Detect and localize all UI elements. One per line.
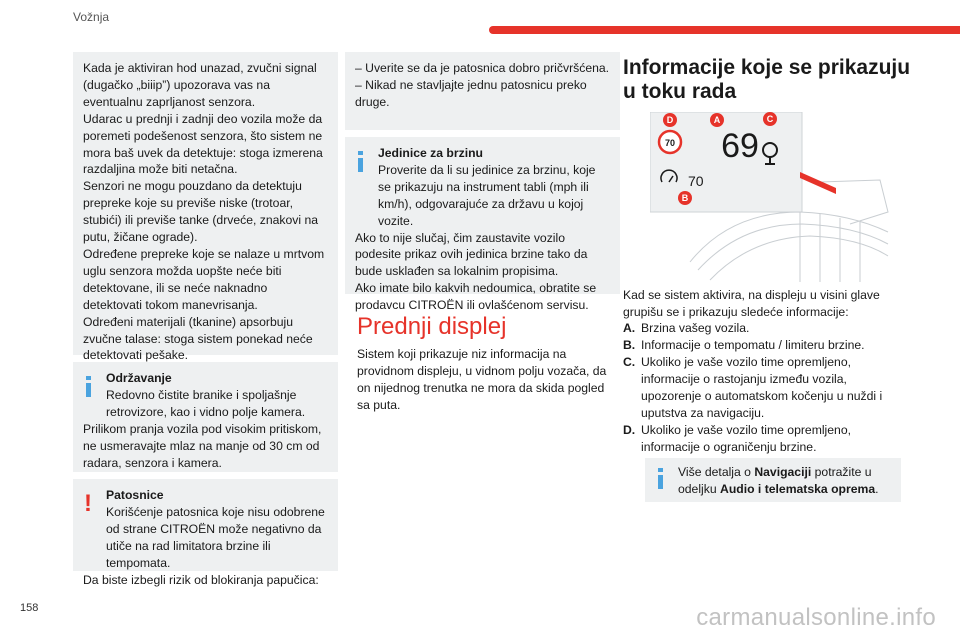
box-heading: Patosnice xyxy=(106,488,164,502)
marker-d: D xyxy=(666,115,674,125)
list-key: A. xyxy=(623,321,636,335)
list-text: Ukoliko je vaše vozilo time opremljeno, informacije o rastojanju između vozila, upozorenje o automatskom kočenju u nuždi i uputstva za navigaciju. xyxy=(641,355,883,420)
info-icon xyxy=(84,376,94,398)
paragraph: Određene prepreke koje se nalaze u mrtvom uglu senzora možda uopšte neće biti detektovane, ili se neće naknadno detektovati tokom manevrisanja. xyxy=(83,246,325,312)
floor-mats-warning-box xyxy=(73,479,338,587)
paragraph xyxy=(655,464,891,498)
paragraph: Udarac u prednji i zadnji deo vozila može da poremeti podešenost senzora, što sistem ne mora baš uvek da detektuje: stoga izmerena razdaljina može biti netačna. xyxy=(83,111,323,177)
parking-sensor-notes-box xyxy=(73,52,338,363)
list-item xyxy=(623,422,908,456)
list-item: – Uverite se da je patosnica dobro pričvršćena. xyxy=(355,61,610,75)
list-key: B. xyxy=(623,338,636,352)
box-heading: Jedinice za brzinu xyxy=(378,146,483,160)
marker-b: B xyxy=(681,193,689,203)
section-title: Prednji displej xyxy=(357,313,507,340)
list-key: D. xyxy=(623,423,636,437)
list-text: Informacije o tempomatu / limiteru brzine. xyxy=(641,338,865,352)
list-item xyxy=(623,354,908,422)
list-item xyxy=(623,337,908,354)
watermark: carmanualsonline.info xyxy=(696,604,936,631)
marker-a: A xyxy=(713,115,721,125)
speed-units-info-box xyxy=(345,137,620,313)
navigation-info-box xyxy=(645,458,901,502)
head-up-display-illustration xyxy=(650,112,890,282)
paragraph: Senzori ne mogu pouzdano da detektuju prepreke koje su previše niske (trotoar, stubići) ili previše tanke (drveće, znakovi na putu, žičane ograde). xyxy=(83,179,319,245)
vehicle-speed-value: 69 xyxy=(721,127,759,165)
list-item xyxy=(623,320,908,337)
list-text: Brzina vašeg vozila. xyxy=(641,321,750,335)
paragraph: Prilikom pranja vozila pod visokim pritiskom, ne usmeravajte mlaz na manje od 30 cm od radara, senzora i kamera. xyxy=(83,421,322,470)
warning-icon: ! xyxy=(84,490,92,517)
info-icon xyxy=(656,468,666,490)
page-title: Informacije koje se prikazuju u toku rada xyxy=(623,56,911,103)
paragraph: Da biste izbegli rizik od blokiranja papučica: xyxy=(83,572,319,587)
note-text: potražite u odeljku xyxy=(678,465,872,496)
paragraph: Određeni materijali (tkanine) apsorbuju zvučne talase: stoga sistem ponekad neće detektovati pešake. xyxy=(83,314,313,363)
page-number: 158 xyxy=(20,602,39,614)
speed-limit-sign-value: 70 xyxy=(664,138,676,148)
paragraph: Ako to nije slučaj, čim zaustavite vozilo podesite prikaz ovih jedinica brzine tako da bude usklađen sa lokalnim propisima. xyxy=(355,230,588,279)
paragraph: Kada je aktiviran hod unazad, zvučni signal (dugačko „biiip”) upozorava vas na eventualnu zaprljanost senzora. xyxy=(83,61,317,109)
cruise-speed-value: 70 xyxy=(688,173,704,189)
list-text: Ukoliko je vaše vozilo time opremljeno, informacije o ograničenju brzine. xyxy=(641,423,851,454)
paragraph: Proverite da li su jedinice za brzinu, koje se prikazuju na instrument tabli (mph ili km/h), odgovarajuće za državu u kojoj vozite. xyxy=(378,162,596,228)
note-text: Više detalja o xyxy=(678,465,755,479)
hud-info-list xyxy=(623,320,908,456)
paragraph: Korišćenje patosnica koje nisu odobrene od strane CITROËN može negativno da utiče na rad limitatora brzine ili tempomata. xyxy=(106,504,325,570)
note-link-navigation: Navigaciji xyxy=(754,465,812,479)
box-heading: Održavanje xyxy=(106,371,172,385)
floor-mats-list-box xyxy=(345,52,620,130)
running-header: Vožnja xyxy=(73,10,110,24)
paragraph: Ako imate bilo kakvih nedoumica, obratite se prodavcu CITROËN ili ovlašćenom servisu. xyxy=(355,281,597,313)
list-key: C. xyxy=(623,355,636,369)
header-accent-bar xyxy=(489,26,960,34)
note-link-audio: Audio i telematska oprema xyxy=(720,481,876,496)
paragraph: Redovno čistite branike i spoljašnje retrovizore, kao i vidno polje kamera. xyxy=(106,387,306,419)
info-icon xyxy=(356,151,366,173)
list-item: – Nikad ne stavljajte jednu patosnicu preko druge. xyxy=(355,77,587,109)
intro-paragraph: Kad se sistem aktivira, na displeju u visini glave grupišu se i prikazuju sledeće informacije: xyxy=(623,288,880,319)
maintenance-info-box xyxy=(73,362,338,472)
marker-c: C xyxy=(766,114,774,124)
section-body: Sistem koji prikazuje niz informacija na providnom displeju, u vidnom polju vozača, da on nijednog trenutka ne mora da skida pogled sa puta. xyxy=(357,347,607,412)
note-text: . xyxy=(875,481,879,496)
